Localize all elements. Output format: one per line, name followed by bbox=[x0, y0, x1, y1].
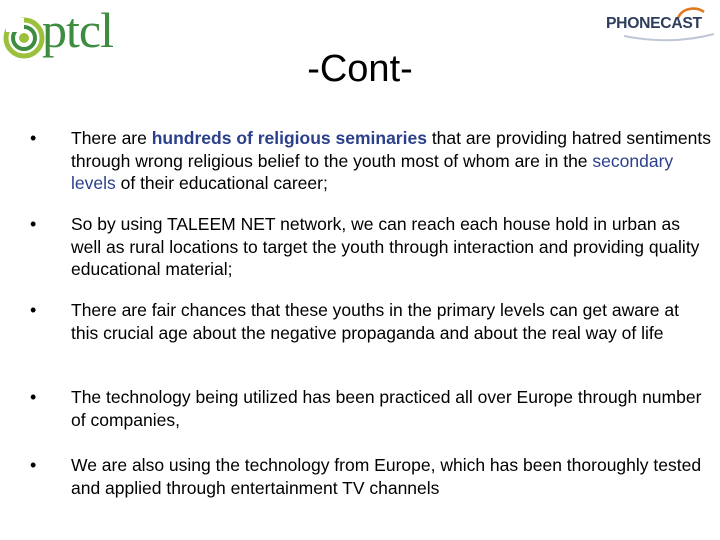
bullet-marker: • bbox=[30, 128, 37, 148]
phonecast-logo bbox=[604, 6, 718, 46]
bullet-text bbox=[71, 213, 711, 281]
bullet-text bbox=[71, 127, 711, 195]
bullet-text-segment: There are bbox=[71, 128, 152, 148]
bullet-highlight-bold: hundreds of religious seminaries bbox=[151, 128, 427, 148]
bullet-text bbox=[71, 386, 711, 431]
bullet-marker: • bbox=[30, 300, 37, 320]
phonecast-logo-text: PHONECAST bbox=[606, 15, 702, 32]
bullet-marker: • bbox=[30, 387, 37, 407]
bullet-text bbox=[71, 299, 711, 344]
bullet-marker: • bbox=[30, 455, 37, 475]
bullet-text-segment: So by using TALEEM NET network, we can reach each house hold in urban as well as rural locations to target the youth through interaction and providing quality educational material; bbox=[71, 214, 700, 279]
bullet-text-segment: of their educational career; bbox=[115, 173, 328, 193]
bullet-text-segment: that are providing hatred sentiments through wrong religious belief to the youth most of whom are in the bbox=[71, 128, 712, 171]
bullet-text-segment: We are also using the technology from Europe, which has been thoroughly tested and applied through entertainment TV channels bbox=[71, 455, 702, 498]
ptcl-logo-text: ptcl bbox=[42, 2, 113, 58]
bullet-text-segment: The technology being utilized has been practiced all over Europe through number of companies, bbox=[71, 387, 702, 430]
bullet-marker: • bbox=[30, 214, 37, 234]
bullet-text bbox=[71, 454, 711, 499]
slide-title: -Cont- bbox=[307, 48, 413, 90]
bullet-highlight-blue: secondary levels bbox=[71, 150, 674, 193]
bullet-text-segment: There are fair chances that these youths in the primary levels can get aware at this crucial age about the negative propaganda and about the real way of life bbox=[71, 300, 679, 343]
